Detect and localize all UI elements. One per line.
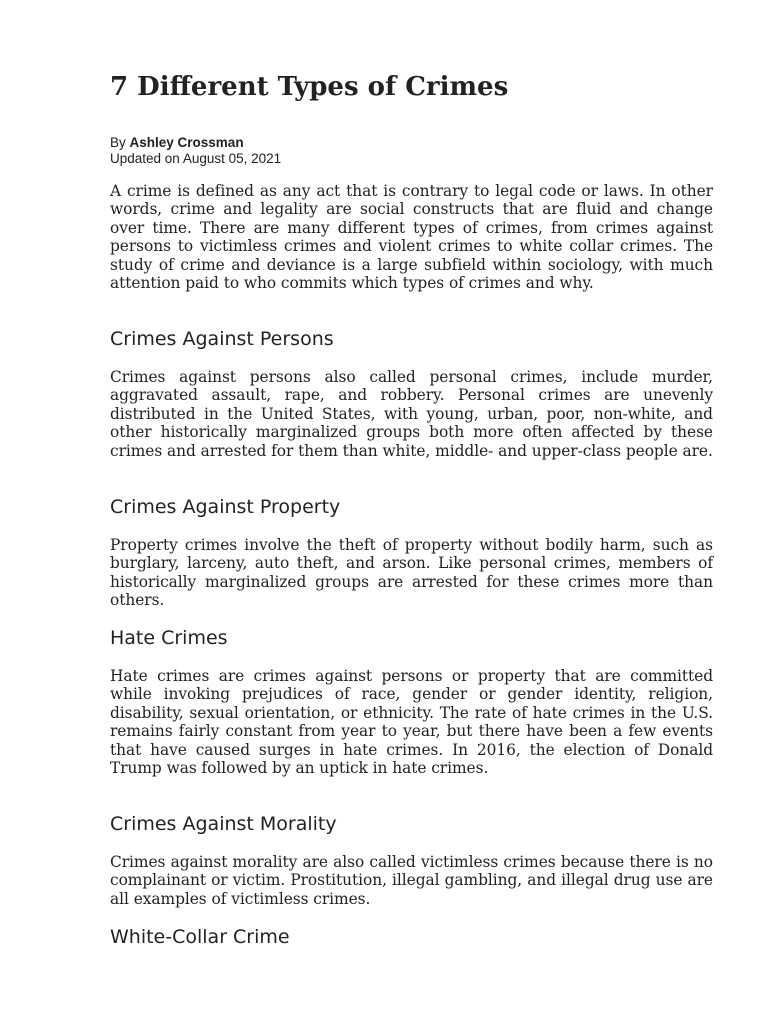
article-title: 7 Different Types of Crimes	[110, 72, 509, 102]
section-body-morality: Crimes against morality are also called victimless crimes because there is no complainant or victim. Prostitution, illegal gambling, and illegal drug use are all examples of victimless crimes.	[110, 853, 713, 908]
intro-paragraph: A crime is defined as any act that is contrary to legal code or laws. In other words, crime and legality are social constructs that are fluid and change over time. There are many different types of crimes, from crimes against persons to victimless crimes and violent crimes to white collar crimes. The study of crime and deviance is a large subfield within sociology, with much attention paid to who commits which types of crimes and why.	[110, 182, 713, 293]
updated-date: Updated on August 05, 2021	[110, 151, 282, 166]
section-heading-persons: Crimes Against Persons	[110, 328, 334, 350]
author-line	[110, 135, 281, 151]
section-heading-hate: Hate Crimes	[110, 627, 228, 649]
section-body-hate: Hate crimes are crimes against persons or property that are committed while invoking prejudices of race, gender or gender identity, religion, disability, sexual orientation, or ethnicity. The rate of hate crimes in the U.S. remains fairly constant from year to year, but there have been a few events that have caused surges in hate crimes. In 2016, the election of Donald Trump was followed by an uptick in hate crimes.	[110, 667, 713, 778]
section-body-persons: Crimes against persons also called personal crimes, include murder, aggravated assault, rape, and robbery. Personal crimes are unevenly distributed in the United States, with young, urban, poor, non-white, and other historically marginalized groups both more often affected by these crimes and arrested for them than white, middle- and upper-class people are.	[110, 368, 713, 460]
section-heading-white-collar: White-Collar Crime	[110, 926, 290, 948]
section-heading-morality: Crimes Against Morality	[110, 813, 337, 835]
byline	[110, 135, 281, 167]
byline-prefix: By	[110, 135, 130, 150]
section-body-property: Property crimes involve the theft of property without bodily harm, such as burglary, larceny, auto theft, and arson. Like personal crimes, members of historically marginalized groups are arrested for these crimes more than others.	[110, 536, 713, 610]
author-name: Ashley Crossman	[129, 135, 244, 150]
section-heading-property: Crimes Against Property	[110, 496, 341, 518]
